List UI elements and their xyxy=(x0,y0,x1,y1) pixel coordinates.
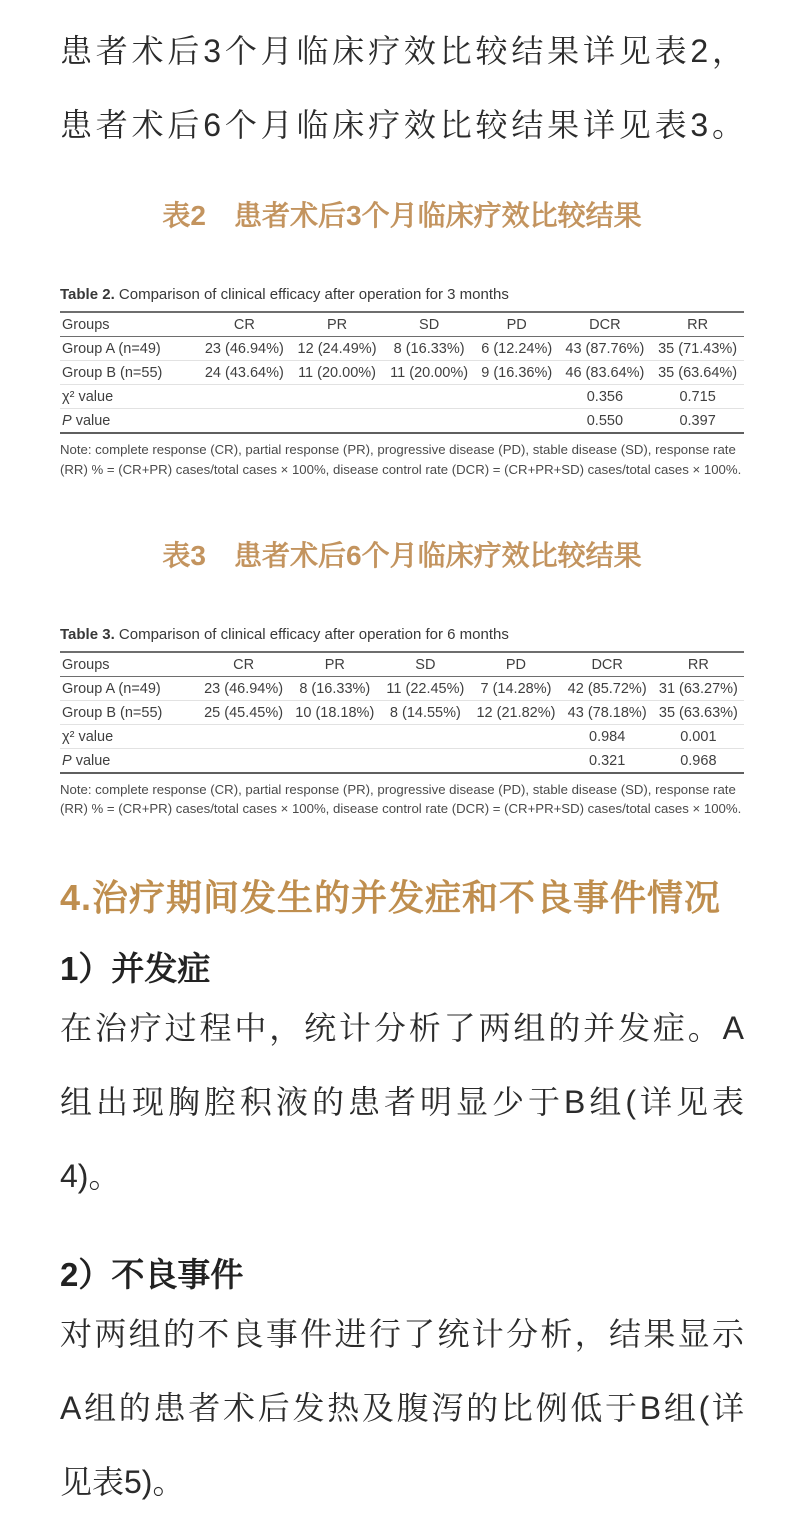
text-line: 在治疗过程中，统计分析了两组的并发症。A xyxy=(60,1010,744,1047)
table-cell: 43 (78.18%) xyxy=(567,704,647,721)
table3-note: Note: complete response (CR), partial response (PR), progressive disease (PD), stable disease (SD), response rate (RR) % = (CR+PR) cases/total cases × 100%, disease control rate (DCR) = (CR+PR+SD) cases/total cases × 100%. xyxy=(60,781,742,817)
table2-title xyxy=(60,286,744,304)
table-cell: 46 (83.64%) xyxy=(565,365,645,381)
table-row xyxy=(60,361,744,385)
table3 xyxy=(60,651,744,774)
table-cell xyxy=(198,385,291,409)
table-cell: χ² value xyxy=(62,728,114,745)
column-header: PD xyxy=(506,317,527,333)
table-cell: 12 (24.49%) xyxy=(297,341,377,357)
text-line: 患者术后3个月临床疗效比较结果详见表2， xyxy=(60,33,744,69)
table-row xyxy=(60,748,744,773)
table3-title xyxy=(60,626,744,644)
table-cell xyxy=(198,724,289,748)
table-cell xyxy=(380,724,470,748)
table-cell: P value xyxy=(62,413,111,429)
complications-subheading: 1）并发症 xyxy=(60,950,211,988)
table-cell: 24 (43.64%) xyxy=(204,365,284,381)
table-cell: 8 (14.55%) xyxy=(389,704,461,721)
table-cell: 35 (63.63%) xyxy=(658,704,738,721)
table-cell: 11 (20.00%) xyxy=(390,365,469,381)
table-cell: 8 (16.33%) xyxy=(393,341,465,357)
column-header: Groups xyxy=(62,656,110,673)
table3-title-text: Comparison of clinical efficacy after operation for 6 months xyxy=(114,625,509,643)
table-cell: 8 (16.33%) xyxy=(299,680,371,697)
table-cell: Group B (n=55) xyxy=(62,365,163,381)
table-cell xyxy=(475,409,559,434)
table-cell: 6 (12.24%) xyxy=(481,341,553,357)
table-cell xyxy=(289,748,380,773)
section4-heading: 4.治疗期间发生的并发症和不良事件情况 xyxy=(60,877,722,919)
table2-block xyxy=(60,286,744,480)
table-cell: 43 (87.76%) xyxy=(565,341,645,357)
column-header: CR xyxy=(233,656,255,673)
table-cell xyxy=(470,724,561,748)
table-cell: 11 (20.00%) xyxy=(298,365,376,381)
column-header: CR xyxy=(233,317,255,333)
table2 xyxy=(60,311,744,434)
table-cell: Group B (n=55) xyxy=(62,704,163,721)
column-header: DCR xyxy=(591,656,623,673)
table-cell: 9 (16.36%) xyxy=(481,365,553,381)
text-line: 对两组的不良事件进行了统计分析，结果显示 xyxy=(60,1316,744,1353)
column-header: RR xyxy=(687,656,709,673)
text-line: 患者术后6个月临床疗效比较结果详见表3。 xyxy=(60,107,744,143)
table-cell xyxy=(291,409,384,434)
text-line: 4)。 xyxy=(60,1158,121,1195)
column-header: PD xyxy=(505,656,527,673)
table-cell xyxy=(383,385,474,409)
table-cell: 25 (45.45%) xyxy=(204,704,284,721)
table-cell xyxy=(198,748,289,773)
table-cell: 0.321 xyxy=(589,752,626,769)
adverse-events-subheading: 2）不良事件 xyxy=(60,1256,244,1294)
table2-title-text: Comparison of clinical efficacy after operation for 3 months xyxy=(114,286,509,303)
column-header: DCR xyxy=(589,317,621,333)
table-cell: 12 (21.82%) xyxy=(476,704,556,721)
table2-title-label: Table 2. xyxy=(60,286,115,303)
table3-block xyxy=(60,626,744,820)
table3-title-label: Table 3. xyxy=(60,625,115,643)
table-cell: 23 (46.94%) xyxy=(204,680,284,697)
complications-paragraph xyxy=(60,991,744,1213)
table-row xyxy=(60,385,744,409)
table-cell: 35 (71.43%) xyxy=(658,341,738,357)
text-line: A组的患者术后发热及腹泻的比例低于B组(详 xyxy=(60,1390,744,1427)
table-cell: P value xyxy=(62,752,111,769)
table-cell: 23 (46.94%) xyxy=(204,341,284,357)
table2-note: Note: complete response (CR), partial response (PR), progressive disease (PD), stable disease (SD), response rate (RR) % = (CR+PR) cases/total cases × 100%, disease control rate (DCR) = (CR+PR+SD) cases/total cases × 100%. xyxy=(60,442,742,477)
table-cell: 11 (22.45%) xyxy=(386,680,465,697)
table-cell: 0.356 xyxy=(586,389,624,405)
column-header: SD xyxy=(419,317,440,333)
table-cell: 0.397 xyxy=(679,413,716,429)
table-header-row xyxy=(60,652,744,677)
table-row xyxy=(60,724,744,748)
table3-caption-cn: 表3 患者术后6个月临床疗效比较结果 xyxy=(162,539,642,571)
table-row xyxy=(60,676,744,700)
table-header-row xyxy=(60,312,744,337)
table-cell xyxy=(198,409,291,434)
table-cell xyxy=(383,409,474,434)
intro-paragraph xyxy=(60,14,744,162)
column-header: PR xyxy=(324,656,345,673)
column-header: Groups xyxy=(62,317,110,333)
table-cell: 0.984 xyxy=(589,728,626,745)
table-cell: 31 (63.27%) xyxy=(658,680,738,697)
table-row xyxy=(60,409,744,434)
table-cell xyxy=(380,748,470,773)
table-row xyxy=(60,700,744,724)
column-header: RR xyxy=(687,317,709,333)
table-cell: Group A (n=49) xyxy=(62,341,161,357)
table-cell xyxy=(470,748,561,773)
table-cell xyxy=(289,724,380,748)
table-cell: 0.550 xyxy=(586,413,624,429)
text-line: 见表5)。 xyxy=(60,1464,185,1501)
table-cell: 0.715 xyxy=(679,389,716,405)
table-cell: Group A (n=49) xyxy=(62,680,161,697)
table-cell: 0.968 xyxy=(680,752,717,769)
table-cell: 35 (63.64%) xyxy=(658,365,738,381)
table-cell: 7 (14.28%) xyxy=(480,680,552,697)
table-cell xyxy=(291,385,384,409)
table-cell xyxy=(475,385,559,409)
table-cell: 10 (18.18%) xyxy=(295,704,375,721)
column-header: SD xyxy=(415,656,436,673)
table-cell: χ² value xyxy=(62,389,114,405)
table2-caption-cn: 表2 患者术后3个月临床疗效比较结果 xyxy=(162,200,642,231)
table-cell: 42 (85.72%) xyxy=(567,680,647,697)
table-row xyxy=(60,337,744,361)
table-cell: 0.001 xyxy=(680,728,717,745)
text-line: 组出现胸腔积液的患者明显少于B组(详见表 xyxy=(60,1084,744,1121)
column-header: PR xyxy=(326,317,348,333)
